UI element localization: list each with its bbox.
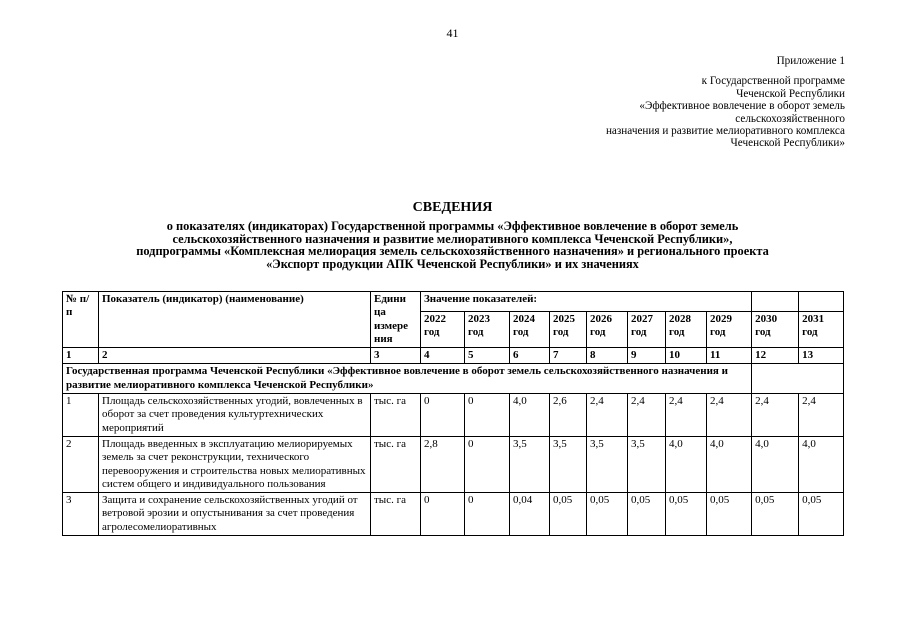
row-value: 0,05 <box>587 493 628 536</box>
header-indicator: Показатель (индикатор) (наименование) <box>99 292 371 348</box>
table-row <box>63 394 844 437</box>
table-row <box>63 493 844 536</box>
appendix-line: назначения и развитие мелиоративного комплекса <box>605 125 845 138</box>
program-row <box>63 364 844 394</box>
header-unit: Едини ца измере ния <box>371 292 421 348</box>
row-indicator: Защита и сохранение сельскохозяйственных угодий от ветровой эрозии и опустынивания за счет проведения агролесомелиоративных <box>99 493 371 536</box>
row-unit: тыс. га <box>371 436 421 492</box>
row-indicator: Площадь сельскохозяйственных угодий, вовлеченных в оборот за счет проведения культуртехнических мероприятий <box>99 394 371 437</box>
row-value: 2,4 <box>799 394 844 437</box>
row-value: 0 <box>421 493 465 536</box>
row-value: 4,0 <box>799 436 844 492</box>
header-filler <box>799 292 844 312</box>
row-value: 4,0 <box>510 394 550 437</box>
appendix-block <box>525 55 845 150</box>
row-value: 0,05 <box>799 493 844 536</box>
header-num: № п/п <box>63 292 99 348</box>
row-value: 0,04 <box>510 493 550 536</box>
row-value: 0,05 <box>707 493 752 536</box>
row-value: 3,5 <box>587 436 628 492</box>
header-year: 2028 год <box>666 311 707 347</box>
row-value: 2,4 <box>752 394 799 437</box>
program-name: Государственная программа Чеченской Республики «Эффективное вовлечение в оборот земель сельскохозяйственного назначения и развитие мелиоративного комплекса Чеченской Республики» <box>63 364 752 394</box>
appendix-line: к Государственной программе <box>701 75 845 88</box>
row-value: 2,8 <box>421 436 465 492</box>
row-value: 0 <box>465 493 510 536</box>
row-num: 3 <box>63 493 99 536</box>
column-number: 10 <box>666 348 707 364</box>
header-year: 2030 год <box>752 311 799 347</box>
subtitle-line: о показателях (индикаторах) Государственной программы «Эффективное вовлечение в оборот земель <box>166 219 739 233</box>
row-value: 0,05 <box>752 493 799 536</box>
row-unit: тыс. га <box>371 493 421 536</box>
header-year: 2023 год <box>465 311 510 347</box>
row-value: 3,5 <box>628 436 666 492</box>
page-number: 41 <box>446 26 459 40</box>
appendix-line: «Эффективное вовлечение в оборот земель <box>639 100 845 113</box>
column-number: 2 <box>99 348 371 364</box>
header-year: 2025 год <box>550 311 587 347</box>
column-number: 13 <box>799 348 844 364</box>
row-num: 2 <box>63 436 99 492</box>
program-row-filler <box>752 364 844 394</box>
indicators-table <box>62 291 844 536</box>
column-number: 8 <box>587 348 628 364</box>
header-values-title: Значение показателей: <box>421 292 752 312</box>
header-filler <box>752 292 799 312</box>
column-number: 6 <box>510 348 550 364</box>
document-subtitle <box>40 220 865 270</box>
row-value: 0 <box>465 436 510 492</box>
row-value: 0 <box>421 394 465 437</box>
row-value: 2,4 <box>707 394 752 437</box>
row-unit: тыс. га <box>371 394 421 437</box>
row-num: 1 <box>63 394 99 437</box>
table-row <box>63 436 844 492</box>
document-title: СВЕДЕНИЯ <box>412 200 493 215</box>
appendix-title: Приложение 1 <box>776 55 845 67</box>
header-year: 2031 год <box>799 311 844 347</box>
header-row <box>63 292 844 312</box>
row-value: 4,0 <box>666 436 707 492</box>
row-value: 2,4 <box>628 394 666 437</box>
row-value: 2,4 <box>587 394 628 437</box>
row-value: 2,4 <box>666 394 707 437</box>
row-value: 3,5 <box>550 436 587 492</box>
subtitle-line: сельскохозяйственного назначения и развитие мелиоративного комплекса Чеченской Республики», <box>172 231 733 246</box>
column-number: 11 <box>707 348 752 364</box>
row-value: 0,05 <box>666 493 707 536</box>
column-number: 7 <box>550 348 587 364</box>
appendix-line: Чеченской Республики <box>736 87 845 100</box>
appendix-line: Чеченской Республики» <box>730 137 845 150</box>
appendix-line: сельскохозяйственного <box>735 112 845 125</box>
row-indicator: Площадь введенных в эксплуатацию мелиорируемых земель за счет реконструкции, технического перевооружения и строительства новых мелиоративных систем общего и индивидуального пользования <box>99 436 371 492</box>
row-value: 3,5 <box>510 436 550 492</box>
header-year: 2029 год <box>707 311 752 347</box>
column-number: 4 <box>421 348 465 364</box>
column-numbers-row <box>63 348 844 364</box>
header-year: 2024 год <box>510 311 550 347</box>
column-number: 5 <box>465 348 510 364</box>
header-year: 2022 год <box>421 311 465 347</box>
header-year: 2027 год <box>628 311 666 347</box>
row-value: 0,05 <box>628 493 666 536</box>
subtitle-line: «Экспорт продукции АПК Чеченской Республики» и их значениях <box>266 256 639 271</box>
column-number: 12 <box>752 348 799 364</box>
column-number: 1 <box>63 348 99 364</box>
row-value: 0 <box>465 394 510 437</box>
row-value: 0,05 <box>550 493 587 536</box>
row-value: 4,0 <box>707 436 752 492</box>
column-number: 9 <box>628 348 666 364</box>
column-number: 3 <box>371 348 421 364</box>
row-value: 4,0 <box>752 436 799 492</box>
header-year: 2026 год <box>587 311 628 347</box>
row-value: 2,6 <box>550 394 587 437</box>
subtitle-line: подпрограммы «Комплексная мелиорация земель сельскохозяйственного назначения» и регионального проекта <box>136 244 769 259</box>
